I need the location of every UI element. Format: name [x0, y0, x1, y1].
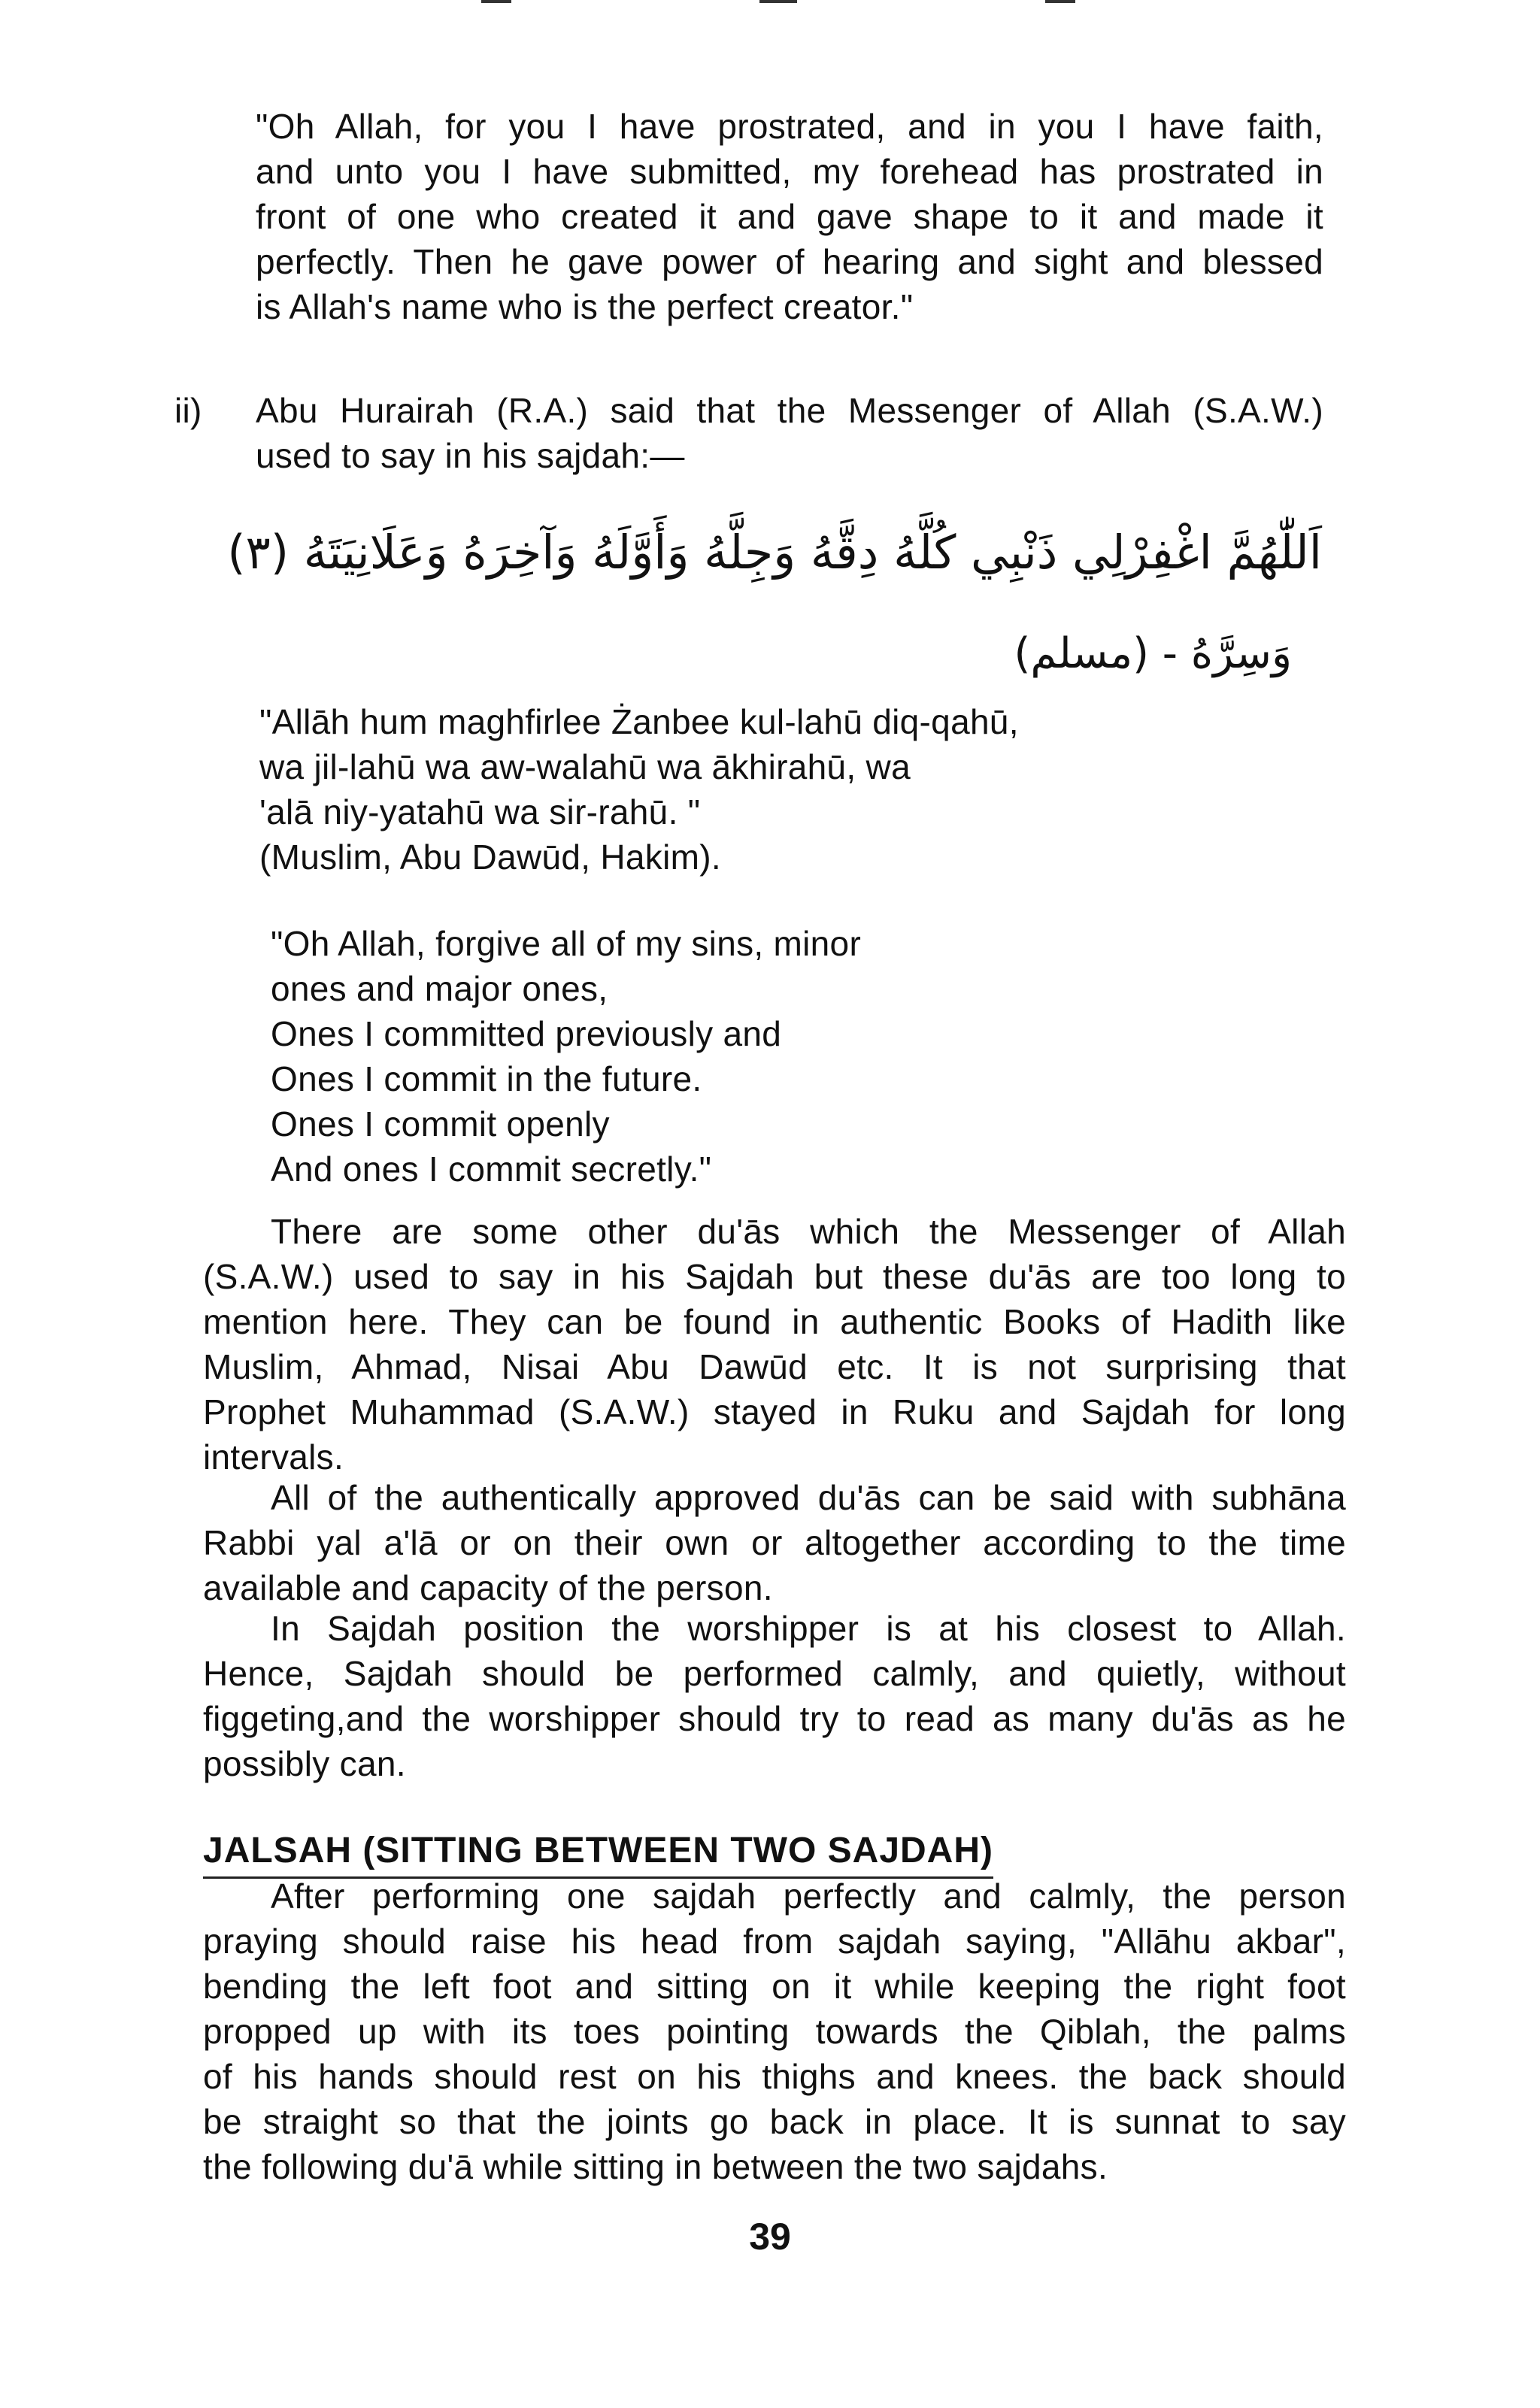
text-line: front of one who created it and gave shape to it and made it	[256, 197, 1323, 236]
item-ii-text	[256, 388, 1323, 478]
paragraph-jalsah	[203, 1873, 1346, 2189]
text-line: ones and major ones,	[271, 969, 608, 1008]
text-line: perfectly. Then he gave power of hearing and sight and blessed	[256, 242, 1323, 281]
transliteration	[259, 699, 1162, 880]
translation	[271, 921, 1173, 1192]
text-line: mention here. They can be found in authentic Books of Hadith like	[203, 1302, 1346, 1341]
text-line: possibly can.	[203, 1744, 406, 1783]
text-line: Ones I committed previously and	[271, 1014, 782, 1053]
quote-prostration-dua	[256, 104, 1323, 329]
text-line: All of the authentically approved du'ās can be said with subhāna	[271, 1478, 1346, 1517]
text-line: Muslim, Ahmad, Nisai Abu Dawūd etc. It is not surprising that	[203, 1347, 1346, 1386]
text-line: and unto you I have submitted, my forehead has prostrated in	[256, 152, 1323, 191]
arabic-dua-line-2: وَسِرَّهُ - (مسلم)	[1014, 629, 1292, 678]
text-line: is Allah's name who is the perfect creator."	[256, 287, 914, 326]
text-line: Hence, Sajdah should be performed calmly, and quietly, without	[203, 1654, 1346, 1693]
page-number: 39	[749, 2216, 791, 2258]
section-heading-jalsah: JALSAH (SITTING BETWEEN TWO SAJDAH)	[203, 1827, 993, 1879]
text-line: praying should raise his head from sajdah saying, "Allāhu akbar",	[203, 1922, 1346, 1961]
text-line: (Muslim, Abu Dawūd, Hakim).	[259, 837, 721, 877]
text-line: In Sajdah position the worshipper is at his closest to Allah.	[271, 1609, 1346, 1648]
text-line: used to say in his sajdah:—	[256, 436, 685, 475]
text-line: Ones I commit in the future.	[271, 1059, 702, 1098]
text-line: be straight so that the joints go back in place. It is sunnat to say	[203, 2102, 1346, 2141]
text-line: After performing one sajdah perfectly and calmly, the person	[271, 1876, 1346, 1916]
text-line: Prophet Muhammad (S.A.W.) stayed in Ruku and Sajdah for long	[203, 1392, 1346, 1431]
text-line: figgeting,and the worshipper should try to read as many du'ās as he	[203, 1699, 1346, 1738]
text-line: Rabbi yal a'lā or on their own or altogether according to the time	[203, 1523, 1346, 1562]
text-line: bending the left foot and sitting on it while keeping the right foot	[203, 1967, 1346, 2006]
list-marker-ii: ii)	[174, 391, 202, 430]
text-line: Abu Hurairah (R.A.) said that the Messenger of Allah (S.A.W.)	[256, 391, 1323, 430]
text-line: intervals.	[203, 1437, 344, 1477]
text-line: of his hands should rest on his thighs and knees. the back should	[203, 2057, 1346, 2096]
text-line: And ones I commit secretly."	[271, 1149, 712, 1189]
text-line: propped up with its toes pointing towards the Qiblah, the palms	[203, 2012, 1346, 2051]
text-line: "Allāh hum maghfirlee Żanbee kul-lahū diq-qahū,	[259, 702, 1019, 741]
arabic-dua-line-1: اَللّٰهُمَّ اغْفِرْلِي ذَنْبِي كُلَّهُ دِقَّهُ وَجِلَّهُ وَأَوَّلَهُ وَآخِرَهُ وَعَلَانِيَتَهُ (٣)	[227, 525, 1322, 580]
paragraph-other-duas	[203, 1209, 1346, 1480]
paragraph-sajdah-position	[203, 1606, 1346, 1786]
paragraph-approved-duas	[203, 1475, 1346, 1610]
text-line: available and capacity of the person.	[203, 1568, 773, 1607]
text-line: "Oh Allah, for you I have prostrated, and in you I have faith,	[256, 107, 1323, 146]
text-line: the following du'ā while sitting in between the two sajdahs.	[203, 2147, 1108, 2186]
text-line: "Oh Allah, forgive all of my sins, minor	[271, 924, 862, 963]
text-line: There are some other du'ās which the Messenger of Allah	[271, 1212, 1346, 1251]
text-line: 'alā niy-yatahū wa sir-rahū. "	[259, 792, 701, 831]
text-line: (S.A.W.) used to say in his Sajdah but these du'ās are too long to	[203, 1257, 1346, 1296]
text-line: wa jil-lahū wa aw-walahū wa ākhirahū, wa	[259, 747, 911, 786]
text-line: Ones I commit openly	[271, 1104, 610, 1143]
scan-edge-marks	[0, 0, 1540, 11]
